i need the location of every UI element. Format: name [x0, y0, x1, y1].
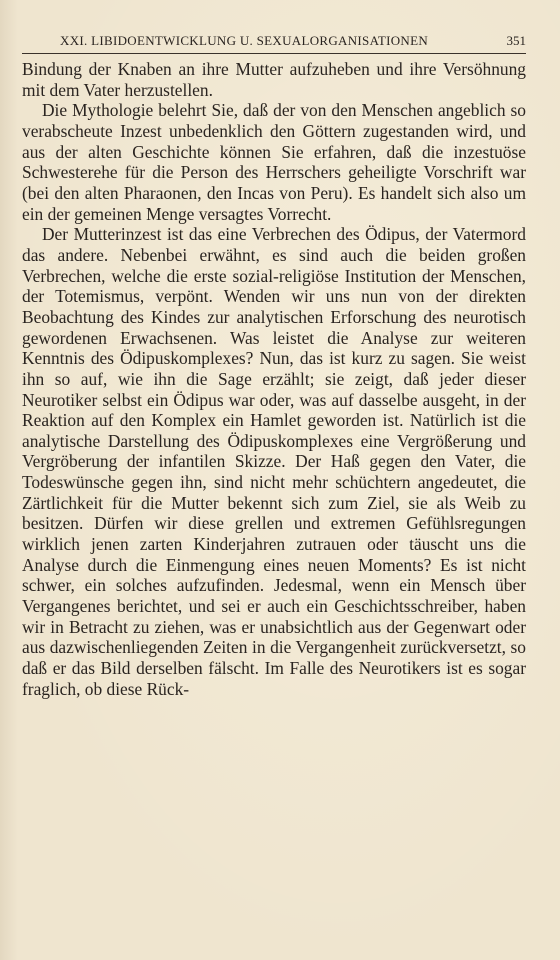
page-number: 351 [506, 33, 526, 48]
paragraph: Die Mythologie belehrt Sie, daß der von den Menschen angeblich so verabscheute Inzest unbedenklich den Göttern zugestanden wird, und aus der alten Geschichte können Sie erfahren, daß die inzestuöse Schwesterehe für die Person des Herrschers geheiligte Vorschrift war (bei den alten Pharaonen, den Incas von Peru). Es handelt sich also um ein der gemeinen Menge versagtes Vorrecht. [22, 100, 526, 224]
paragraph: Bindung der Knaben an ihre Mutter aufzuheben und ihre Versöhnung mit dem Vater herzustellen. [22, 59, 526, 100]
body-text [22, 59, 526, 699]
paragraph: Der Mutterinzest ist das eine Verbrechen des Ödipus, der Vatermord das andere. Nebenbei erwähnt, es sind auch die beiden großen Verbrechen, welche die erste sozial-religiöse Institution der Menschen, der Totemismus, verpönt. Wenden wir uns nun von der direkten Beobachtung des Kindes zur analytischen Erforschung des neurotisch gewordenen Erwachsenen. Was leistet die Analyse zur weiteren Kenntnis des Ödipuskomplexes? Nun, das ist kurz zu sagen. Sie weist ihn so auf, wie ihn die Sage erzählt; sie zeigt, daß jeder dieser Neurotiker selbst ein Ödipus war oder, was auf dasselbe ausgeht, in der Reaktion auf den Komplex ein Hamlet geworden ist. Natürlich ist die analytische Darstellung des Ödipuskomplexes eine Vergrößerung und Vergröberung der infantilen Skizze. Der Haß gegen den Vater, die Todeswünsche gegen ihn, sind nicht mehr schüchtern angedeutet, die Zärtlichkeit für die Mutter bekennt sich zum Ziel, sie als Weib zu besitzen. Dürfen wir diese grellen und extremen Gefühlsregungen wirklich jenen zarten Kinderjahren zutrauen oder täuscht uns die Analyse durch die Einmengung eines neuen Moments? Es ist nicht schwer, ein solches aufzufinden. Jedesmal, wenn ein Mensch über Vergangenes berichtet, und sei er auch ein Geschichtsschreiber, haben wir in Betracht zu ziehen, was er unabsichtlich aus der Gegenwart oder aus dazwischenliegenden Zeiten in die Vergangenheit zurückversetzt, so daß er das Bild derselben fälscht. Im Falle des Neurotikers ist es sogar fraglich, ob diese Rück- [22, 224, 526, 699]
running-head: XXI. LIBIDOENTWICKLUNG U. SEXUALORGANISATIONEN [60, 33, 429, 48]
page-header [22, 33, 526, 54]
